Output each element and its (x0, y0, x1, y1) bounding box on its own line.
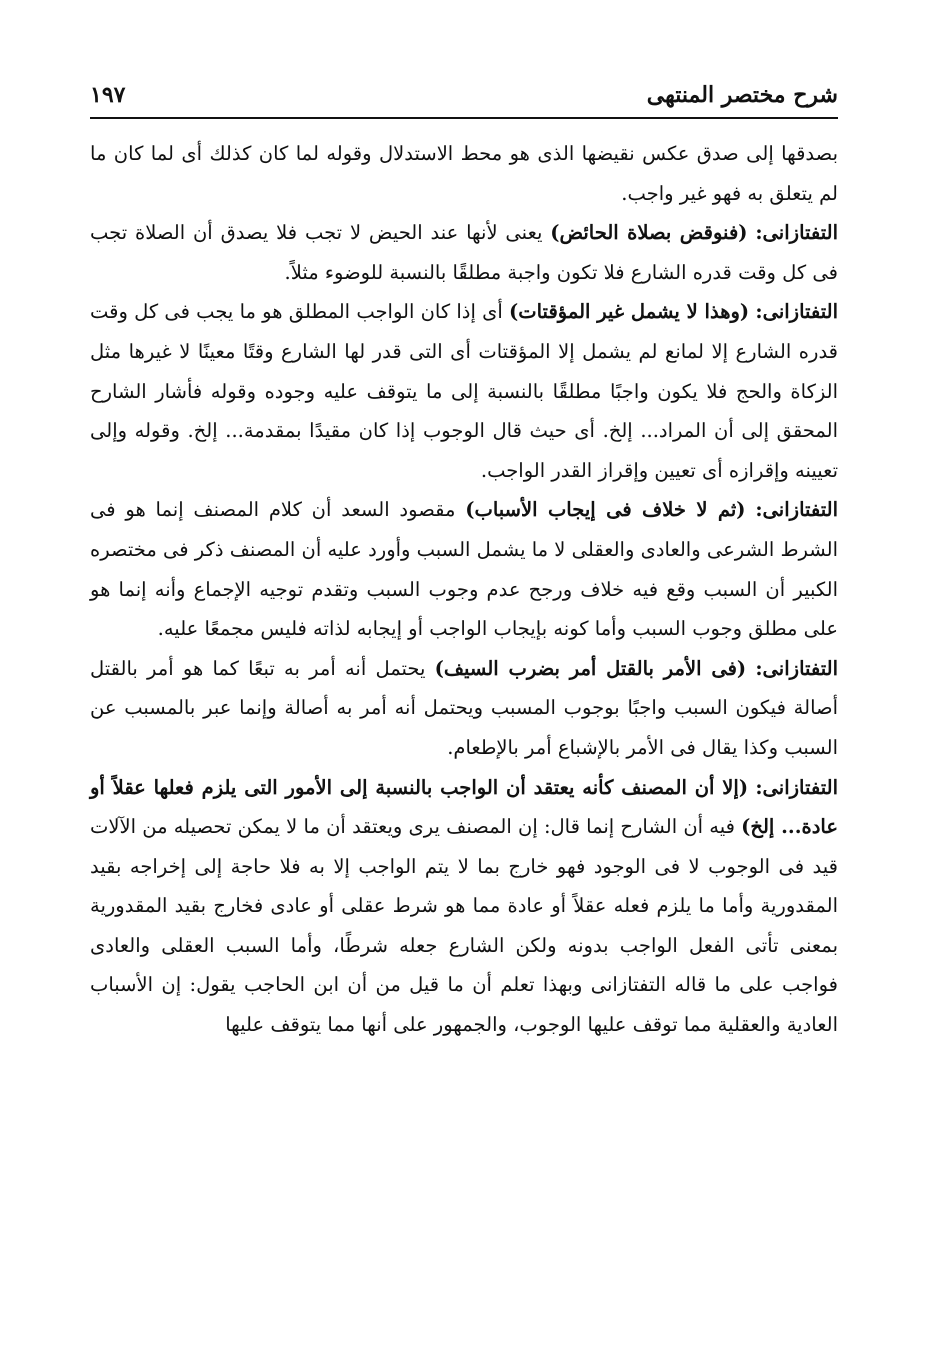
paragraph (90, 490, 838, 648)
body-text (90, 134, 838, 1045)
commentator-label: التفتازانى: (755, 775, 838, 799)
running-title: شرح مختصر المنتهى (646, 82, 838, 108)
commentator-label: التفتازانى: (755, 498, 839, 522)
document-page (90, 70, 838, 1330)
paragraph-text: مقصود السعد أن كلام المصنف إنما هو فى الشرط الشرعى والعادى والعقلى لا ما يشمل السبب وأورد عليه أن المصنف ذكر فى مختصره الكبير أن السبب وقع فيه خلاف ورجح عدم وجوب السبب وتقدم توجيه الإجماع وأنه إنما هو على مطلق وجوب السبب وأما كونه بإيجاب الواجب أو إيجابه لذاته فليس مجمعًا عليه. (90, 498, 838, 641)
paragraph (90, 292, 838, 490)
quoted-lemma: (ثم لا خلاف فى إيجاب الأسباب) (465, 498, 746, 522)
page-header (90, 80, 838, 110)
paragraph-text: فيه أن الشارح إنما قال: إن المصنف يرى ويعتقد أن ما لا يمكن تحصيله من الآلات قيد فى الوجوب لا فى الوجود فهو خارج بما لا يتم الواجب إلا به فلا حاجة إلى إخراجه بقيد المقدورية وأما ما يلزم فعله عقلاً أو عادة مما هو شرط عقلى أو عادى فخارج بقيد المقدورية بمعنى تأتى الفعل الواجب بدونه ولكن الشارع جعله شرطًا، وأما السبب العقلى والعادى فواجب على ما قاله التفتازانى وبهذا تعلم أن ما قيل من أن ابن الحاجب يقول: إن الأسباب العادية والعقلية مما توقف عليها الوجوب، والجمهور على أنها مما يتوقف عليها (90, 815, 838, 1037)
quoted-lemma: (فنوقض بصلاة الحائض) (550, 221, 748, 245)
quoted-lemma: (وهذا لا يشمل غير المؤقتات) (509, 300, 750, 324)
paragraph (90, 649, 838, 768)
commentator-label: التفتازانى: (755, 300, 839, 324)
paragraph-text: يعنى لأنها عند الحيض لا تجب فلا يصدق أن الصلاة تجب فى كل وقت قدره الشارع فلا تكون واجبة مطلقًا بالنسبة للوضوء مثلاً. (90, 221, 838, 284)
quoted-lemma: (فى الأمر بالقتل أمر بضرب السيف) (434, 656, 747, 680)
paragraph (90, 768, 838, 1045)
header-rule (90, 117, 838, 119)
paragraph-text: يحتمل أنه أمر به تبعًا كما هو أمر بالقتل أصالة فيكون السبب واجبًا بوجوب المسبب ويحتمل أنه أمر به أصالة وإنما عبر بالمسبب عن السبب وكذا يقال فى الأمر بالإشباع أمر بالإطعام. (90, 656, 838, 759)
paragraph (90, 134, 838, 213)
quoted-lemma: (إلا أن المصنف كأنه يعتقد أن الواجب بالنسبة إلى الأمور التى يلزم فعلها عقلاً أو عادة... إلخ) (90, 775, 838, 839)
commentator-label: التفتازانى: (755, 656, 839, 680)
paragraph-text: أى إذا كان الواجب المطلق هو ما يجب فى كل وقت قدره الشارع إلا لمانع لم يشمل إلا المؤقتات أى التى قدر لها الشارع وقتًا معينًا لا غيرها مثل الزكاة والحج فلا يكون واجبًا مطلقًا بالنسبة إلى ما يتوقف عليه وجوده وقوله فأشار الشارح المحقق إلى أن المراد... إلخ. أى حيث قال الوجوب إذا كان مقيدًا بمقدمة... إلخ. وقوله وإلى تعيينه وإقرازه أى تعيين وإقراز القدر الواجب. (90, 300, 838, 482)
paragraph-text: بصدقها إلى صدق عكس نقيضها الذى هو محط الاستدلال وقوله لما كان كذلك أى لما كان ما لم يتعلق به فهو غير واجب. (90, 142, 838, 205)
paragraph (90, 213, 838, 292)
page-number: ١٩٧ (90, 82, 126, 108)
commentator-label: التفتازانى: (755, 221, 839, 245)
